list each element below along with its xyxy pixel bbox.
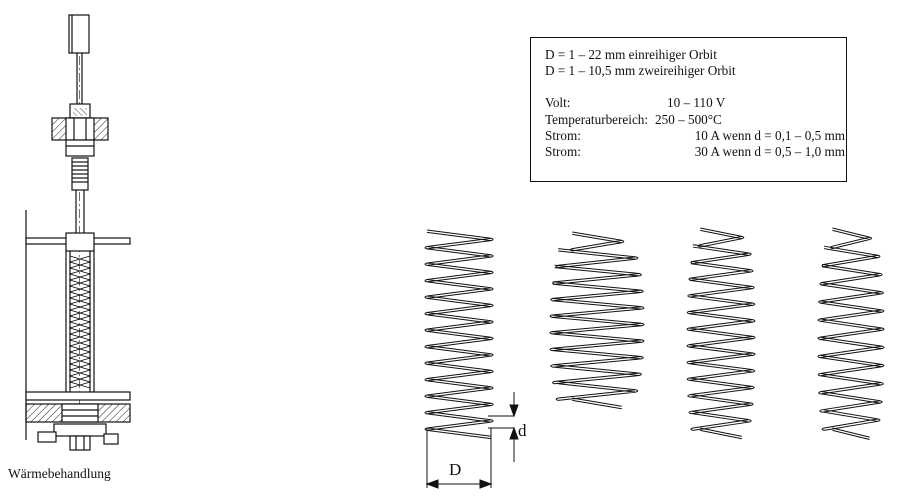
spec-value: 250 – 500°C [655, 111, 722, 127]
dimension-d [488, 392, 518, 462]
spec-key: Strom: [545, 127, 581, 143]
dimension-label-d: d [518, 421, 527, 440]
spring-1 [425, 230, 493, 439]
spec-key: Temperaturbereich: [545, 111, 649, 127]
spring-3 [687, 228, 755, 439]
spec-row-volt [545, 95, 846, 111]
spec-value: 10 – 110 V [667, 95, 726, 111]
spec-key: Volt: [545, 95, 571, 111]
spring-wire [550, 232, 644, 409]
spring-4 [818, 228, 884, 439]
specification-box [530, 37, 847, 182]
spec-value: 30 A wenn d = 0,5 – 1,0 mm [694, 144, 845, 160]
caption-heat-treatment: Wärmebehandlung [8, 466, 111, 481]
spec-row-temperature [545, 112, 846, 128]
dimension-label-D: D [449, 460, 462, 479]
heated-wire-coil [70, 256, 90, 388]
springs-group [425, 228, 884, 439]
base-plate [26, 392, 130, 400]
spec-row-current-2 [545, 144, 846, 160]
spring-wire [425, 230, 493, 439]
spec-value: 10 A wenn d = 0,1 – 0,5 mm [694, 127, 845, 143]
spring-wire [818, 228, 884, 439]
spec-key: Strom: [545, 144, 581, 160]
spec-line-single-row: D = 1 – 22 mm einreihiger Orbit [545, 47, 717, 62]
heat-treatment-apparatus [26, 15, 130, 450]
spring-2 [550, 232, 644, 409]
spring-wire [687, 228, 755, 439]
spec-row-current-1 [545, 128, 846, 144]
spec-line-double-row: D = 1 – 10,5 mm zweireihiger Orbit [545, 63, 736, 79]
